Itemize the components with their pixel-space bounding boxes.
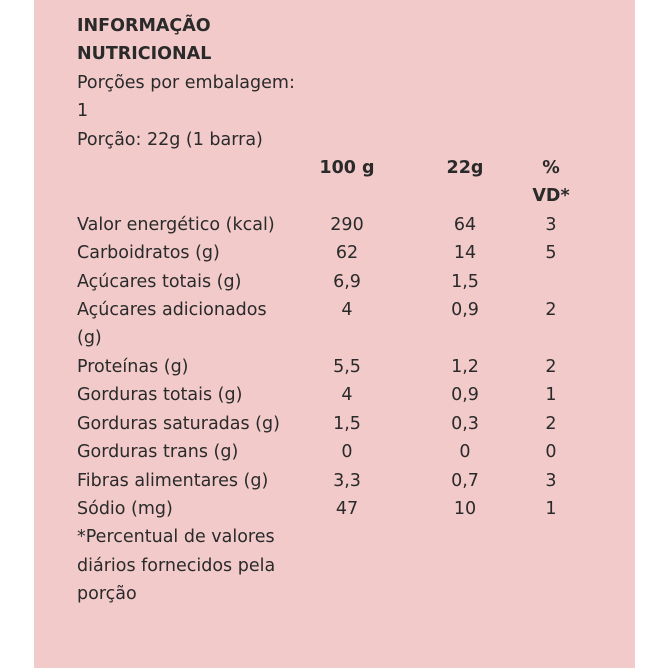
value-vd: 2 <box>545 356 557 377</box>
value-22g: 64 <box>453 214 477 235</box>
nutrient-name: Açúcares adicionados (g) <box>77 300 267 349</box>
nutrient-name: Proteínas (g) <box>77 356 189 377</box>
value-22g: 10 <box>453 498 477 519</box>
value-22g: 0 <box>459 442 471 463</box>
value-100g: 3,3 <box>333 470 361 491</box>
value-100g: 62 <box>335 243 359 264</box>
serving-size: Porção: 22g (1 barra) <box>77 129 263 150</box>
nutrient-name: Sódio (mg) <box>77 498 173 519</box>
servings-per-package-label: Porções por embalagem: <box>77 72 295 93</box>
table-row <box>77 495 579 523</box>
value-100g: 4 <box>341 385 353 406</box>
table-header-row <box>77 154 579 211</box>
value-100g: 290 <box>330 214 364 235</box>
table-row <box>77 467 579 495</box>
nutrient-name: Valor energético (kcal) <box>77 214 275 235</box>
nutrient-name: Carboidratos (g) <box>77 243 220 264</box>
servings-per-package-value: 1 <box>77 101 89 122</box>
value-100g: 1,5 <box>333 413 361 434</box>
table-row <box>77 296 579 353</box>
table-row <box>77 239 579 267</box>
column-header-22g: 22g <box>446 158 484 179</box>
table-row <box>77 381 579 409</box>
table-row <box>77 438 579 466</box>
nutrient-name: Fibras alimentares (g) <box>77 470 269 491</box>
table-row <box>77 211 579 239</box>
vd-footnote: *Percentual de valores diários fornecidos pela porção <box>77 527 276 605</box>
table-row <box>77 353 579 381</box>
value-100g: 5,5 <box>333 356 361 377</box>
nutrition-facts <box>77 12 579 609</box>
value-100g: 6,9 <box>333 271 361 292</box>
column-header-nutrient <box>77 154 287 211</box>
nutrition-table <box>77 154 579 523</box>
nutrient-name: Gorduras totais (g) <box>77 385 243 406</box>
value-22g: 14 <box>453 243 477 264</box>
value-22g: 0,3 <box>451 413 479 434</box>
nutrient-name: Açúcares totais (g) <box>77 271 242 292</box>
value-vd <box>523 268 579 296</box>
value-vd: 3 <box>545 470 557 491</box>
value-22g: 0,9 <box>451 385 479 406</box>
value-vd: 5 <box>545 243 557 264</box>
value-22g: 0,9 <box>451 300 479 321</box>
value-22g: 1,5 <box>451 271 479 292</box>
table-row <box>77 268 579 296</box>
nutrient-name: Gorduras saturadas (g) <box>77 413 280 434</box>
value-vd: 1 <box>545 498 557 519</box>
value-22g: 1,2 <box>451 356 479 377</box>
table-row <box>77 410 579 438</box>
value-vd: 1 <box>545 385 557 406</box>
nutrition-title: INFORMAÇÃO NUTRICIONAL <box>77 16 212 65</box>
value-22g: 0,7 <box>451 470 479 491</box>
value-100g: 4 <box>341 300 353 321</box>
value-vd: 3 <box>545 214 557 235</box>
value-vd: 2 <box>545 413 557 434</box>
nutrient-name: Gorduras trans (g) <box>77 442 239 463</box>
value-100g: 0 <box>341 442 353 463</box>
value-vd: 0 <box>545 442 557 463</box>
value-100g: 47 <box>335 498 359 519</box>
column-header-vd: % VD* <box>532 158 570 207</box>
value-vd: 2 <box>545 300 557 321</box>
column-header-100g: 100 g <box>319 158 375 179</box>
